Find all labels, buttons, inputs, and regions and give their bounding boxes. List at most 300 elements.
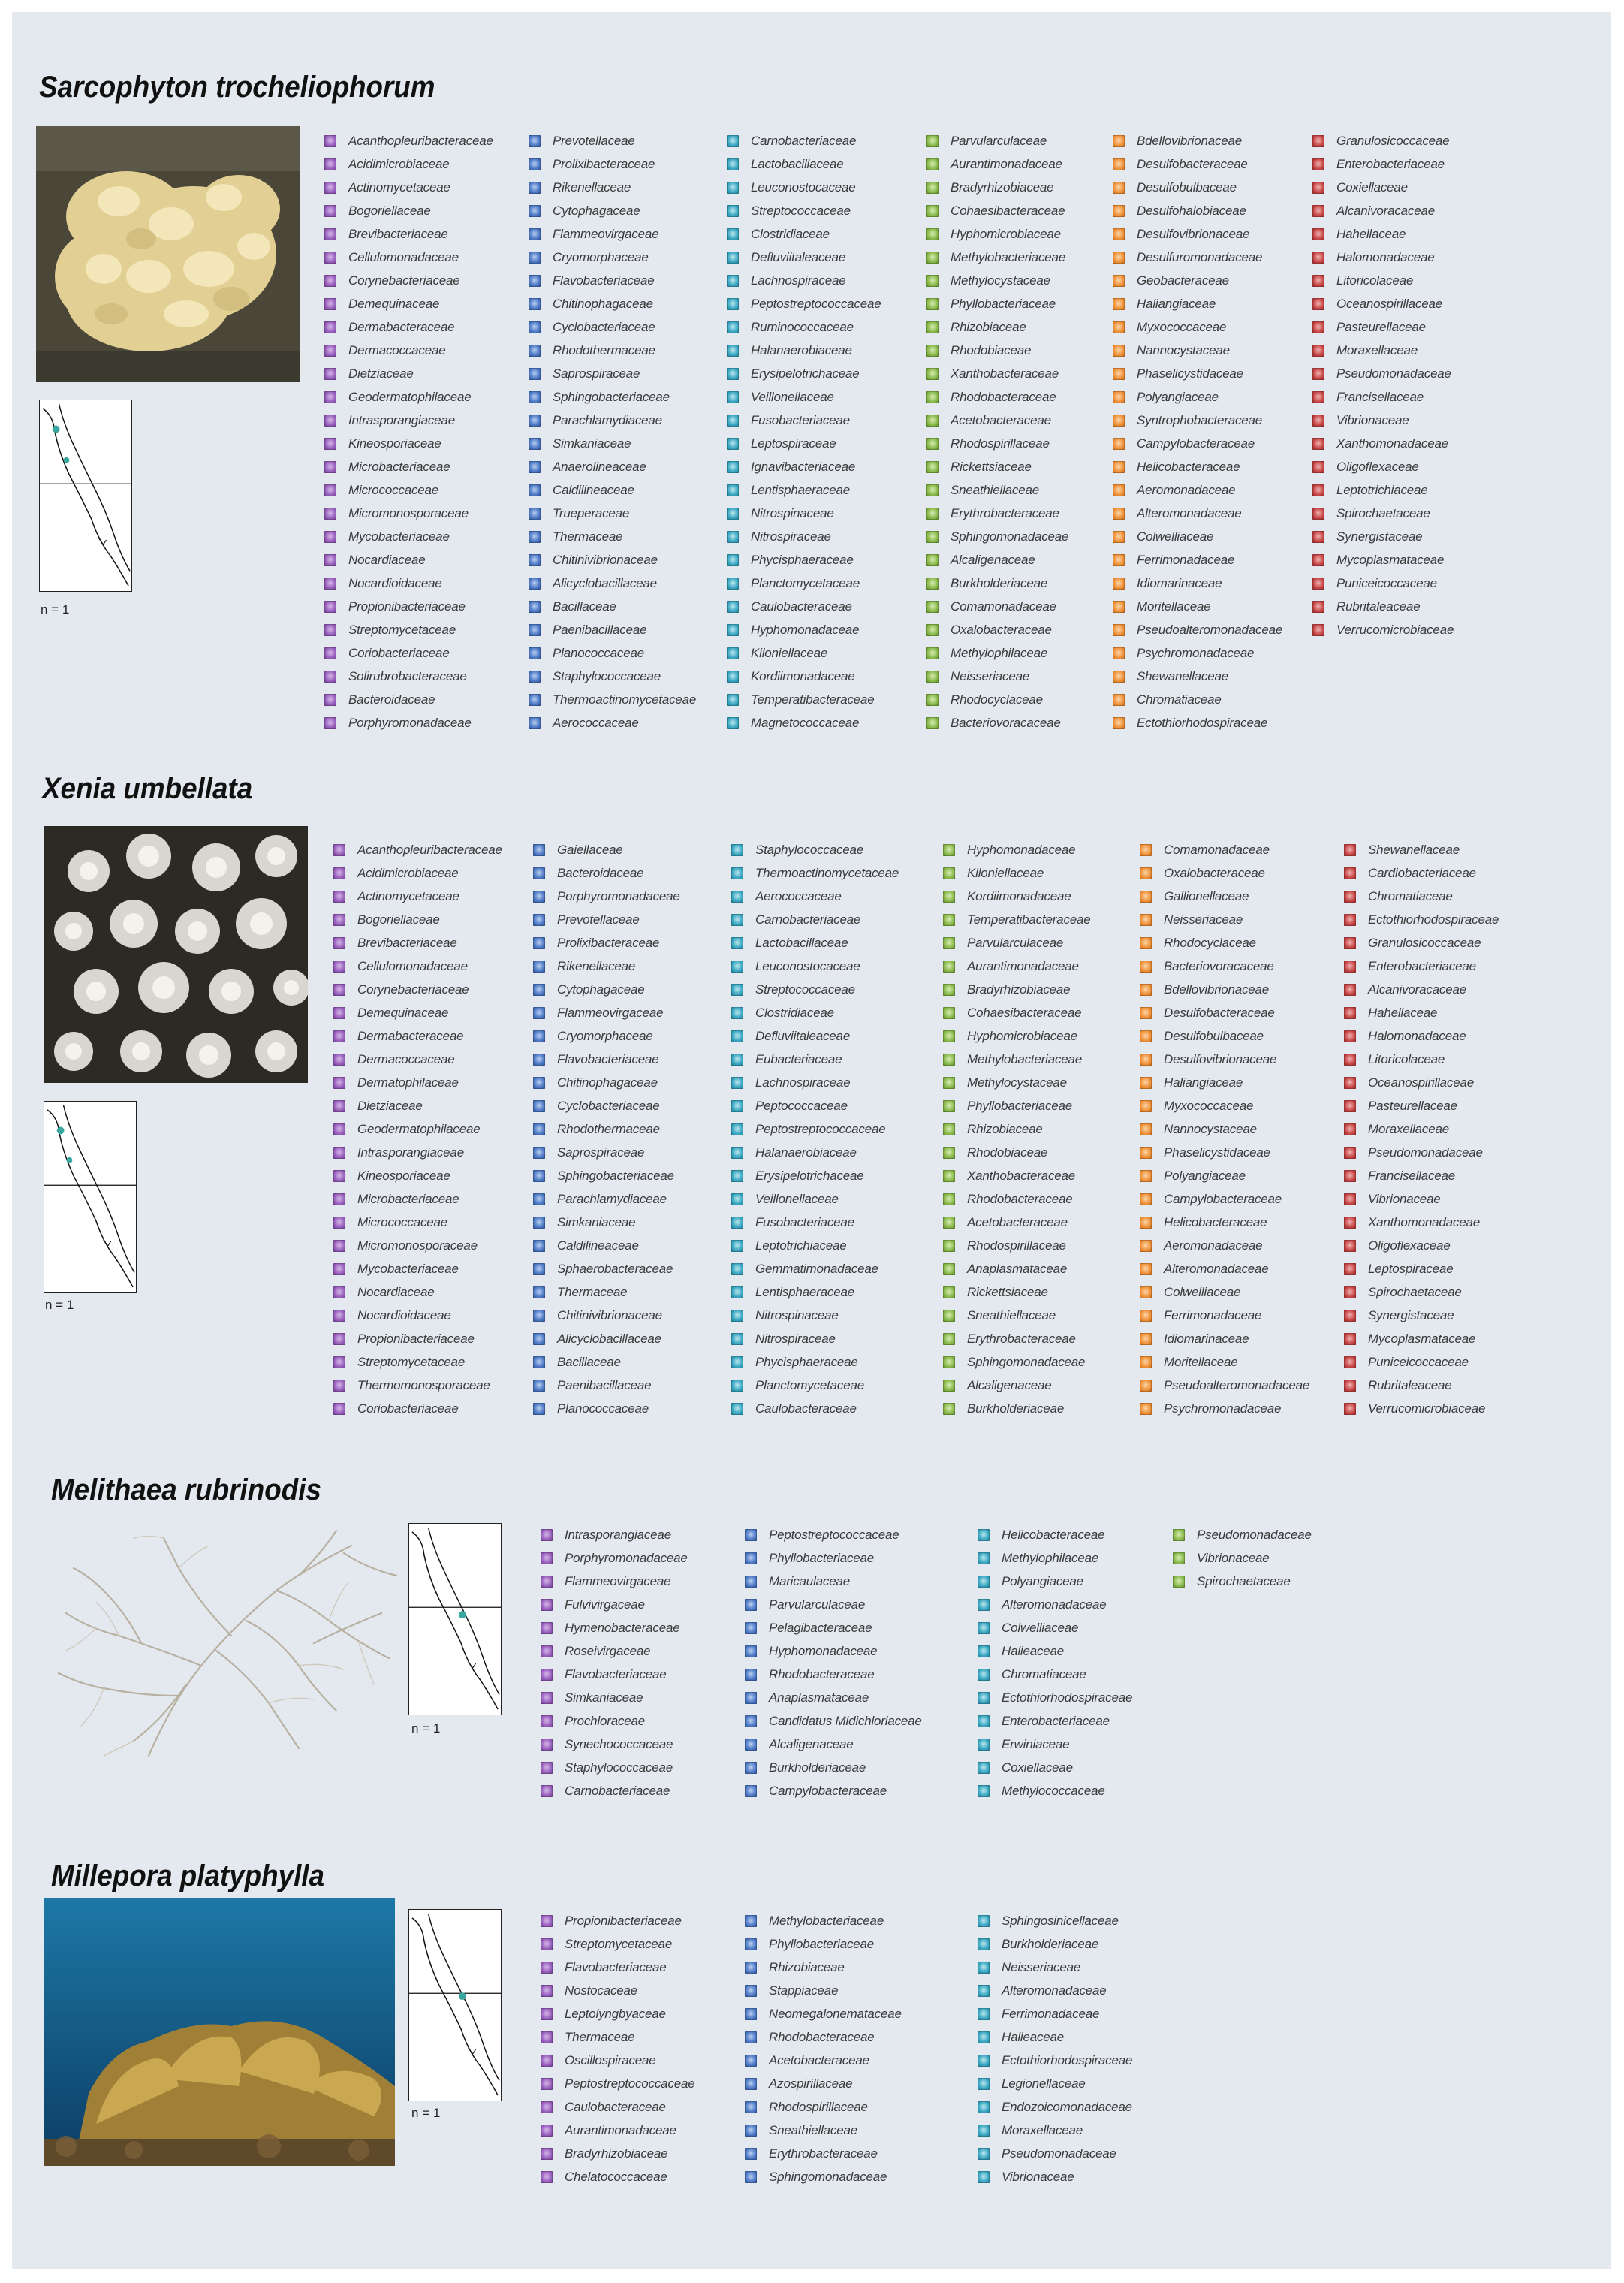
taxon-family-label: Desulfovibrionaceae: [1164, 1051, 1277, 1066]
family-column-teal: [978, 1909, 1132, 2188]
taxon-family-label: Kiloniellaceae: [967, 865, 1044, 880]
sample-count: n = 1: [41, 602, 70, 617]
taxon-family-label: Neisseriaceae: [1164, 912, 1243, 927]
taxon-family-item: [745, 2119, 902, 2142]
taxon-family-item: [745, 1979, 902, 2002]
taxon-family-label: Eubacteriaceae: [755, 1051, 842, 1066]
taxon-family-label: Vibrionaceae: [1368, 1191, 1441, 1206]
taxon-family-label: Acetobacteraceae: [967, 1214, 1068, 1229]
taxon-family-label: Erysipelotrichaceae: [755, 1168, 864, 1183]
legend-square-icon: [541, 2008, 553, 2020]
taxon-family-label: Erwiniaceae: [1002, 1736, 1070, 1751]
taxon-family-label: Carnobacteriaceae: [751, 133, 857, 148]
taxon-family-label: Methylophilaceae: [1002, 1550, 1099, 1565]
taxon-family-label: Hyphomicrobiaceae: [951, 226, 1061, 241]
species-block-millepora: [12, 12, 1611, 2265]
taxon-family-label: Rickettsiaceae: [951, 459, 1032, 474]
taxon-family-label: Chromatiaceae: [1002, 1666, 1086, 1681]
taxon-family-label: Legionellaceae: [1002, 2076, 1086, 2091]
taxon-family-label: Geobacteraceae: [1137, 273, 1229, 288]
taxon-family-label: Nitrospiraceae: [755, 1331, 836, 1346]
taxon-family-item: [745, 2095, 902, 2119]
taxon-family-label: Haliangiaceae: [1137, 296, 1216, 311]
legend-square-icon: [978, 2031, 990, 2043]
taxon-family-label: Porphyromonadaceae: [565, 1550, 688, 1565]
location-map: [408, 1909, 502, 2101]
taxon-family-label: Rubritaleaceae: [1368, 1377, 1452, 1392]
taxon-family-label: Phaselicystidaceae: [1164, 1145, 1270, 1160]
taxon-family-label: Prolixibacteraceae: [553, 156, 655, 171]
taxon-family-label: Geodermatophilaceae: [357, 1121, 481, 1136]
taxon-family-item: [745, 2165, 902, 2188]
taxon-family-label: Saprospiraceae: [557, 1145, 645, 1160]
taxon-family-label: Nannocystaceae: [1164, 1121, 1257, 1136]
taxon-family-label: Xanthomonadaceae: [1368, 1214, 1480, 1229]
legend-square-icon: [541, 2031, 553, 2043]
taxon-family-label: Xanthobacteraceae: [967, 1168, 1076, 1183]
taxon-family-label: Thermaceae: [565, 2029, 635, 2044]
taxon-family-label: Thermoactinomycetaceae: [553, 692, 697, 707]
taxon-family-label: Sneathiellaceae: [951, 482, 1039, 497]
taxon-family-label: Syntrophobacteraceae: [1137, 412, 1263, 427]
taxon-family-label: Helicobacteraceae: [1164, 1214, 1267, 1229]
taxon-family-label: Synechococcaceae: [565, 1736, 673, 1751]
sample-count: n = 1: [45, 1298, 74, 1312]
taxon-family-label: Haliangiaceae: [1164, 1075, 1243, 1090]
taxon-family-label: Cyclobacteriaceae: [553, 319, 655, 334]
taxon-family-label: Alteromonadaceae: [1137, 505, 1242, 520]
taxon-family-label: Shewanellaceae: [1137, 668, 1228, 683]
taxon-family-label: Cardiobacteriaceae: [1368, 865, 1476, 880]
taxon-family-label: Pseudoalteromonadaceae: [1164, 1377, 1310, 1392]
taxon-family-label: Chitinophagaceae: [553, 296, 653, 311]
taxon-family-label: Rhodospirillaceae: [967, 1238, 1066, 1253]
taxon-family-label: Leptospiraceae: [1368, 1261, 1454, 1276]
taxon-family-label: Aeromonadaceae: [1137, 482, 1236, 497]
taxon-family-label: Veillonellaceae: [755, 1191, 839, 1206]
taxon-family-label: Flammeovirgaceae: [553, 226, 659, 241]
taxon-family-item: [978, 1979, 1132, 2002]
taxon-family-label: Rhizobiaceae: [769, 1959, 845, 1974]
taxon-family-label: Myxococcaceae: [1137, 319, 1227, 334]
taxon-family-label: Aerococcaceae: [755, 888, 842, 903]
taxon-family-label: Flavobacteriaceae: [553, 273, 655, 288]
taxon-family-item: [745, 2049, 902, 2072]
taxon-family-label: Parvularculaceae: [769, 1597, 866, 1612]
legend-square-icon: [745, 2171, 757, 2183]
taxon-family-label: Burkholderiaceae: [951, 575, 1048, 590]
taxon-family-label: Anaplasmataceae: [967, 1261, 1068, 1276]
taxon-family-label: Erythrobacteraceae: [769, 2146, 878, 2161]
taxon-family-label: Endozoicomonadaceae: [1002, 2099, 1132, 2114]
sample-count: n = 1: [411, 2106, 441, 2120]
taxon-family-label: Caldilineaceae: [557, 1238, 639, 1253]
taxon-family-label: Kiloniellaceae: [751, 645, 828, 660]
taxon-family-label: Bradyrhizobiaceae: [565, 2146, 668, 2161]
taxon-family-label: Myxococcaceae: [1164, 1098, 1254, 1113]
taxon-family-label: Bogoriellaceae: [357, 912, 440, 927]
taxon-family-label: Saprospiraceae: [553, 366, 640, 381]
taxon-family-label: Acanthopleuribacteraceae: [348, 133, 493, 148]
taxon-family-item: [541, 2049, 694, 2072]
taxon-family-label: Carnobacteriaceae: [755, 912, 861, 927]
taxon-family-label: Alcaligenaceae: [967, 1377, 1052, 1392]
taxon-family-label: Planctomycetaceae: [751, 575, 860, 590]
taxon-family-label: Chitinophagaceae: [557, 1075, 658, 1090]
taxon-family-label: Demequinaceae: [357, 1005, 449, 1020]
taxon-family-label: Pseudomonadaceae: [1197, 1527, 1312, 1542]
taxon-family-label: Cyclobacteriaceae: [557, 1098, 660, 1113]
species-title: Melithaea rubrinodis: [51, 1473, 321, 1506]
legend-square-icon: [745, 2078, 757, 2090]
taxon-family-label: Rhodothermaceae: [553, 342, 655, 357]
taxon-family-label: Nostocaceae: [565, 1983, 638, 1998]
taxon-family-label: Actinomycetaceae: [357, 888, 459, 903]
legend-square-icon: [745, 1938, 757, 1950]
taxon-family-label: Kineosporiaceae: [357, 1168, 450, 1183]
taxon-family-item: [541, 2072, 694, 2095]
taxon-family-item: [978, 2095, 1132, 2119]
taxon-family-label: Desulfobulbaceae: [1164, 1028, 1264, 1043]
taxon-family-label: Cytophagaceae: [557, 982, 645, 997]
taxon-family-label: Simkaniaceae: [557, 1214, 636, 1229]
taxon-family-label: Alicyclobacillaceae: [553, 575, 657, 590]
taxon-family-label: Synergistaceae: [1368, 1307, 1454, 1322]
taxon-family-item: [541, 1932, 694, 1956]
taxon-family-label: Oceanospirillaceae: [1368, 1075, 1474, 1090]
taxon-family-label: Oscillospiraceae: [565, 2052, 656, 2067]
taxon-family-label: Caulobacteraceae: [565, 2099, 666, 2114]
fire-coral-photo: [44, 1898, 395, 2166]
taxon-family-label: Nocardioidaceae: [357, 1307, 451, 1322]
taxon-family-label: Enterobacteriaceae: [1336, 156, 1445, 171]
taxon-family-label: Rhodobiaceae: [951, 342, 1032, 357]
legend-square-icon: [978, 1915, 990, 1927]
taxon-family-label: Vibrionaceae: [1002, 2169, 1074, 2184]
taxon-family-item: [745, 2072, 902, 2095]
taxon-family-label: Erysipelotrichaceae: [751, 366, 860, 381]
taxon-family-label: Desulfobacteraceae: [1164, 1005, 1275, 1020]
taxon-family-label: Parachlamydiaceae: [553, 412, 662, 427]
taxon-family-label: Coriobacteriaceae: [357, 1401, 459, 1416]
taxon-family-label: Alcanivoracaceae: [1368, 982, 1466, 997]
taxon-family-label: Methylobacteriaceae: [951, 249, 1066, 264]
taxon-family-label: Comamonadaceae: [1164, 842, 1270, 857]
taxon-family-label: Rhodothermaceae: [557, 1121, 660, 1136]
taxon-family-label: Nitrospiraceae: [751, 529, 831, 544]
taxon-family-label: Propionibacteriaceae: [565, 1913, 682, 1928]
taxon-family-label: Rickettsiaceae: [967, 1284, 1048, 1299]
taxon-family-label: Intrasporangiaceae: [357, 1145, 464, 1160]
taxon-family-label: Leuconostocaceae: [751, 179, 856, 195]
taxon-family-label: Chromatiaceae: [1137, 692, 1222, 707]
taxon-family-item: [745, 1932, 902, 1956]
taxon-family-label: Mycobacteriaceae: [357, 1261, 459, 1276]
taxon-family-label: Moritellaceae: [1164, 1354, 1238, 1369]
taxon-family-label: Acidimicrobiaceae: [348, 156, 450, 171]
taxon-family-item: [541, 2025, 694, 2049]
taxon-family-label: Phyllobacteriaceae: [951, 296, 1056, 311]
taxon-family-label: Anaplasmataceae: [769, 1690, 869, 1705]
taxon-family-label: Aerococcaceae: [553, 715, 639, 730]
taxon-family-label: Aeromonadaceae: [1164, 1238, 1263, 1253]
taxon-family-label: Desulfohalobiaceae: [1137, 203, 1246, 218]
taxon-family-item: [541, 2165, 694, 2188]
taxon-family-label: Thermomonosporaceae: [357, 1377, 490, 1392]
taxon-family-label: Porphyromonadaceae: [348, 715, 472, 730]
legend-square-icon: [978, 2148, 990, 2160]
taxon-family-label: Rhodocyclaceae: [951, 692, 1043, 707]
taxon-family-label: Ferrimonadaceae: [1002, 2006, 1100, 2021]
taxon-family-label: Lactobacillaceae: [755, 935, 848, 950]
taxon-family-label: Flammeovirgaceae: [565, 1573, 671, 1588]
taxon-family-label: Rhodobacteraceae: [769, 1666, 875, 1681]
taxon-family-item: [978, 2072, 1132, 2095]
taxon-family-label: Intrasporangiaceae: [348, 412, 455, 427]
taxon-family-label: Ferrimonadaceae: [1137, 552, 1235, 567]
taxon-family-label: Campylobacteraceae: [769, 1783, 887, 1798]
taxon-family-label: Simkaniaceae: [553, 436, 631, 451]
taxon-family-label: Anaerolineaceae: [553, 459, 646, 474]
taxon-family-label: Streptococcaceae: [751, 203, 851, 218]
taxon-family-label: Rhodobacteraceae: [951, 389, 1056, 404]
taxon-family-label: Coxiellaceae: [1002, 1760, 1073, 1775]
taxon-family-label: Granulosicoccaceae: [1368, 935, 1481, 950]
taxon-family-label: Propionibacteriaceae: [348, 599, 466, 614]
taxon-family-label: Shewanellaceae: [1368, 842, 1460, 857]
taxon-family-label: Defluviitaleaceae: [755, 1028, 851, 1043]
legend-square-icon: [745, 2055, 757, 2067]
taxon-family-label: Alicyclobacillaceae: [557, 1331, 661, 1346]
taxon-family-label: Hymenobacteraceae: [565, 1620, 680, 1635]
taxon-family-label: Helicobacteraceae: [1137, 459, 1240, 474]
legend-square-icon: [978, 1962, 990, 1974]
taxon-family-label: Burkholderiaceae: [769, 1760, 866, 1775]
legend-square-icon: [541, 2171, 553, 2183]
family-column-purple: [541, 1909, 694, 2188]
taxon-family-label: Acetobacteraceae: [951, 412, 1051, 427]
taxon-family-label: Flammeovirgaceae: [557, 1005, 664, 1020]
taxon-family-item: [745, 2025, 902, 2049]
taxon-family-label: Lactobacillaceae: [751, 156, 844, 171]
taxon-family-label: Hahellaceae: [1336, 226, 1406, 241]
taxon-family-label: Sphaerobacteraceae: [557, 1261, 673, 1276]
taxon-family-label: Bacteroidaceae: [557, 865, 644, 880]
taxon-family-label: Fusobacteriaceae: [751, 412, 850, 427]
taxon-family-label: Enterobacteriaceae: [1002, 1713, 1110, 1728]
taxon-family-label: Bacteriovoracaceae: [1164, 958, 1274, 973]
legend-square-icon: [541, 2078, 553, 2090]
taxon-family-label: Leptospiraceae: [751, 436, 836, 451]
taxon-family-label: Polyangiaceae: [1002, 1573, 1083, 1588]
taxon-family-label: Colwelliaceae: [1002, 1620, 1079, 1635]
taxon-family-label: Peptococcaceae: [755, 1098, 848, 1113]
taxon-family-label: Dermacoccaceae: [348, 342, 446, 357]
taxon-family-label: Colwelliaceae: [1164, 1284, 1241, 1299]
taxon-family-label: Dermatophilaceae: [357, 1075, 459, 1090]
taxon-family-label: Paenibacillaceae: [557, 1377, 652, 1392]
legend-square-icon: [978, 1938, 990, 1950]
taxon-family-label: Paenibacillaceae: [553, 622, 647, 637]
legend-square-icon: [541, 2055, 553, 2067]
taxon-family-label: Cohaesibacteraceae: [951, 203, 1065, 218]
taxon-family-label: Phyllobacteriaceae: [769, 1936, 875, 1951]
taxon-family-label: Streptomycetaceae: [348, 622, 456, 637]
taxon-family-label: Spirochaetaceae: [1336, 505, 1430, 520]
taxon-family-label: Corynebacteriaceae: [357, 982, 469, 997]
taxon-family-label: Staphylococcaceae: [565, 1760, 673, 1775]
taxon-family-label: Oceanospirillaceae: [1336, 296, 1442, 311]
taxon-family-label: Bacillaceae: [557, 1354, 621, 1369]
taxon-family-label: Desulfovibrionaceae: [1137, 226, 1250, 241]
taxon-family-label: Idiomarinaceae: [1137, 575, 1222, 590]
taxon-family-label: Rubritaleaceae: [1336, 599, 1421, 614]
legend-square-icon: [978, 2008, 990, 2020]
taxon-family-label: Micrococcaceae: [357, 1214, 448, 1229]
taxon-family-label: Sphingosinicellaceae: [1002, 1913, 1119, 1928]
legend-square-icon: [745, 2125, 757, 2137]
taxon-family-label: Coxiellaceae: [1336, 179, 1408, 195]
taxon-family-label: Demequinaceae: [348, 296, 440, 311]
taxon-family-label: Sphingomonadaceae: [967, 1354, 1086, 1369]
legend-square-icon: [978, 2078, 990, 2090]
taxon-family-label: Porphyromonadaceae: [557, 888, 680, 903]
taxon-family-label: Phycisphaeraceae: [755, 1354, 858, 1369]
taxon-family-label: Psychromonadaceae: [1164, 1401, 1282, 1416]
taxon-family-label: Chitinivibrionaceae: [553, 552, 658, 567]
taxon-family-label: Phaselicystidaceae: [1137, 366, 1243, 381]
taxon-family-label: Pasteurellaceae: [1336, 319, 1426, 334]
taxon-family-label: Bdellovibrionaceae: [1137, 133, 1243, 148]
taxon-family-label: Micromonosporaceae: [348, 505, 469, 520]
taxon-family-label: Methylophilaceae: [951, 645, 1048, 660]
taxon-family-label: Verrucomicrobiaceae: [1368, 1401, 1486, 1416]
taxon-family-label: Microbacteriaceae: [357, 1191, 459, 1206]
taxon-family-label: Comamonadaceae: [951, 599, 1056, 614]
taxon-family-label: Campylobacteraceae: [1137, 436, 1255, 451]
taxon-family-label: Prolixibacteraceae: [557, 935, 660, 950]
taxon-family-item: [541, 1909, 694, 1932]
taxon-family-label: Alcaligenaceae: [769, 1736, 854, 1751]
taxon-family-label: Prochloraceae: [565, 1713, 646, 1728]
taxon-family-item: [978, 1909, 1132, 1932]
taxon-family-label: Phyllobacteriaceae: [967, 1098, 1073, 1113]
taxon-family-label: Erythrobacteraceae: [951, 505, 1059, 520]
taxon-family-label: Streptococcaceae: [755, 982, 855, 997]
taxon-family-label: Corynebacteriaceae: [348, 273, 460, 288]
taxon-family-label: Brevibacteriaceae: [357, 935, 457, 950]
taxon-family-label: Chitinivibrionaceae: [557, 1307, 662, 1322]
taxon-family-label: Xanthomonadaceae: [1336, 436, 1448, 451]
taxon-family-label: Nocardioidaceae: [348, 575, 442, 590]
taxon-family-label: Hyphomonadaceae: [967, 842, 1076, 857]
legend-square-icon: [978, 1985, 990, 1997]
taxon-family-label: Oligoflexaceae: [1368, 1238, 1451, 1253]
taxon-family-label: Peptostreptococcaceae: [769, 1527, 899, 1542]
taxon-family-label: Thermaceae: [553, 529, 623, 544]
taxon-family-label: Helicobacteraceae: [1002, 1527, 1105, 1542]
taxon-family-label: Sphingobacteriaceae: [557, 1168, 674, 1183]
taxon-family-label: Puniceicoccaceae: [1336, 575, 1437, 590]
taxon-family-label: Sneathiellaceae: [967, 1307, 1056, 1322]
taxon-family-label: Methylococcaceae: [1002, 1783, 1105, 1798]
taxon-family-label: Staphylococcaceae: [755, 842, 864, 857]
taxon-family-label: Pelagibacteraceae: [769, 1620, 872, 1635]
legend-square-icon: [541, 2101, 553, 2113]
legend-square-icon: [541, 1962, 553, 1974]
taxon-family-label: Oligoflexaceae: [1336, 459, 1419, 474]
taxon-family-label: Halieaceae: [1002, 1643, 1065, 1658]
taxon-family-label: Candidatus Midichloriaceae: [769, 1713, 922, 1728]
taxon-family-label: Leptotrichiaceae: [1336, 482, 1428, 497]
taxon-family-label: Sphingomonadaceae: [769, 2169, 887, 2184]
taxon-family-label: Methylocystaceae: [951, 273, 1050, 288]
taxon-family-label: Parvularculaceae: [951, 133, 1047, 148]
taxon-family-label: Cytophagaceae: [553, 203, 640, 218]
taxon-family-label: Erythrobacteraceae: [967, 1331, 1076, 1346]
taxon-family-label: Caulobacteraceae: [751, 599, 852, 614]
taxon-family-item: [541, 2119, 694, 2142]
taxon-family-label: Oxalobacteraceae: [1164, 865, 1265, 880]
taxon-family-label: Flavobacteriaceae: [557, 1051, 659, 1066]
taxon-family-label: Alteromonadaceae: [1164, 1261, 1269, 1276]
taxon-family-label: Lachnospiraceae: [751, 273, 846, 288]
taxon-family-label: Francisellaceae: [1336, 389, 1424, 404]
taxon-family-label: Gaiellaceae: [557, 842, 623, 857]
taxon-family-label: Alcaligenaceae: [951, 552, 1035, 567]
taxon-family-label: Rhodobacteraceae: [769, 2029, 875, 2044]
taxon-family-label: Mycoplasmataceae: [1336, 552, 1445, 567]
taxon-family-item: [745, 1956, 902, 1979]
taxon-family-label: Rhodospirillaceae: [951, 436, 1050, 451]
taxon-family-label: Burkholderiaceae: [967, 1401, 1065, 1416]
taxon-family-label: Roseivirgaceae: [565, 1643, 651, 1658]
taxon-family-item: [978, 2165, 1132, 2188]
taxon-family-label: Nannocystaceae: [1137, 342, 1230, 357]
taxon-family-label: Maricaulaceae: [769, 1573, 850, 1588]
taxon-family-item: [978, 2025, 1132, 2049]
taxon-family-label: Phyllobacteriaceae: [769, 1550, 875, 1565]
taxon-family-label: Pseudomonadaceae: [1336, 366, 1451, 381]
taxon-family-label: Enterobacteriaceae: [1368, 958, 1476, 973]
taxon-family-label: Veillonellaceae: [751, 389, 834, 404]
taxon-family-label: Acetobacteraceae: [769, 2052, 869, 2067]
legend-square-icon: [745, 1915, 757, 1927]
legend-square-icon: [541, 1938, 553, 1950]
taxon-family-label: Neisseriaceae: [1002, 1959, 1081, 1974]
taxon-family-label: Parachlamydiaceae: [557, 1191, 667, 1206]
taxon-family-label: Bacteroidaceae: [348, 692, 435, 707]
taxon-family-label: Spirochaetaceae: [1368, 1284, 1462, 1299]
taxon-family-label: Polyangiaceae: [1164, 1168, 1246, 1183]
taxon-family-label: Dietziaceae: [348, 366, 414, 381]
taxon-family-label: Psychromonadaceae: [1137, 645, 1255, 660]
taxon-family-item: [978, 2049, 1132, 2072]
taxon-family-label: Moraxellaceae: [1368, 1121, 1449, 1136]
taxon-family-label: Ferrimonadaceae: [1164, 1307, 1262, 1322]
taxon-family-label: Cellulomonadaceae: [357, 958, 468, 973]
taxon-family-label: Bacillaceae: [553, 599, 616, 614]
taxon-family-label: Verrucomicrobiaceae: [1336, 622, 1454, 637]
taxon-family-label: Ectothiorhodospiraceae: [1002, 1690, 1133, 1705]
taxon-family-label: Acidimicrobiaceae: [357, 865, 459, 880]
taxon-family-label: Chromatiaceae: [1368, 888, 1453, 903]
taxon-family-label: Bradyrhizobiaceae: [967, 982, 1071, 997]
taxon-family-label: Granulosicoccaceae: [1336, 133, 1450, 148]
taxon-family-label: Spirochaetaceae: [1197, 1573, 1291, 1588]
taxon-family-label: Methylocystaceae: [967, 1075, 1067, 1090]
taxon-family-label: Sphingomonadaceae: [951, 529, 1069, 544]
